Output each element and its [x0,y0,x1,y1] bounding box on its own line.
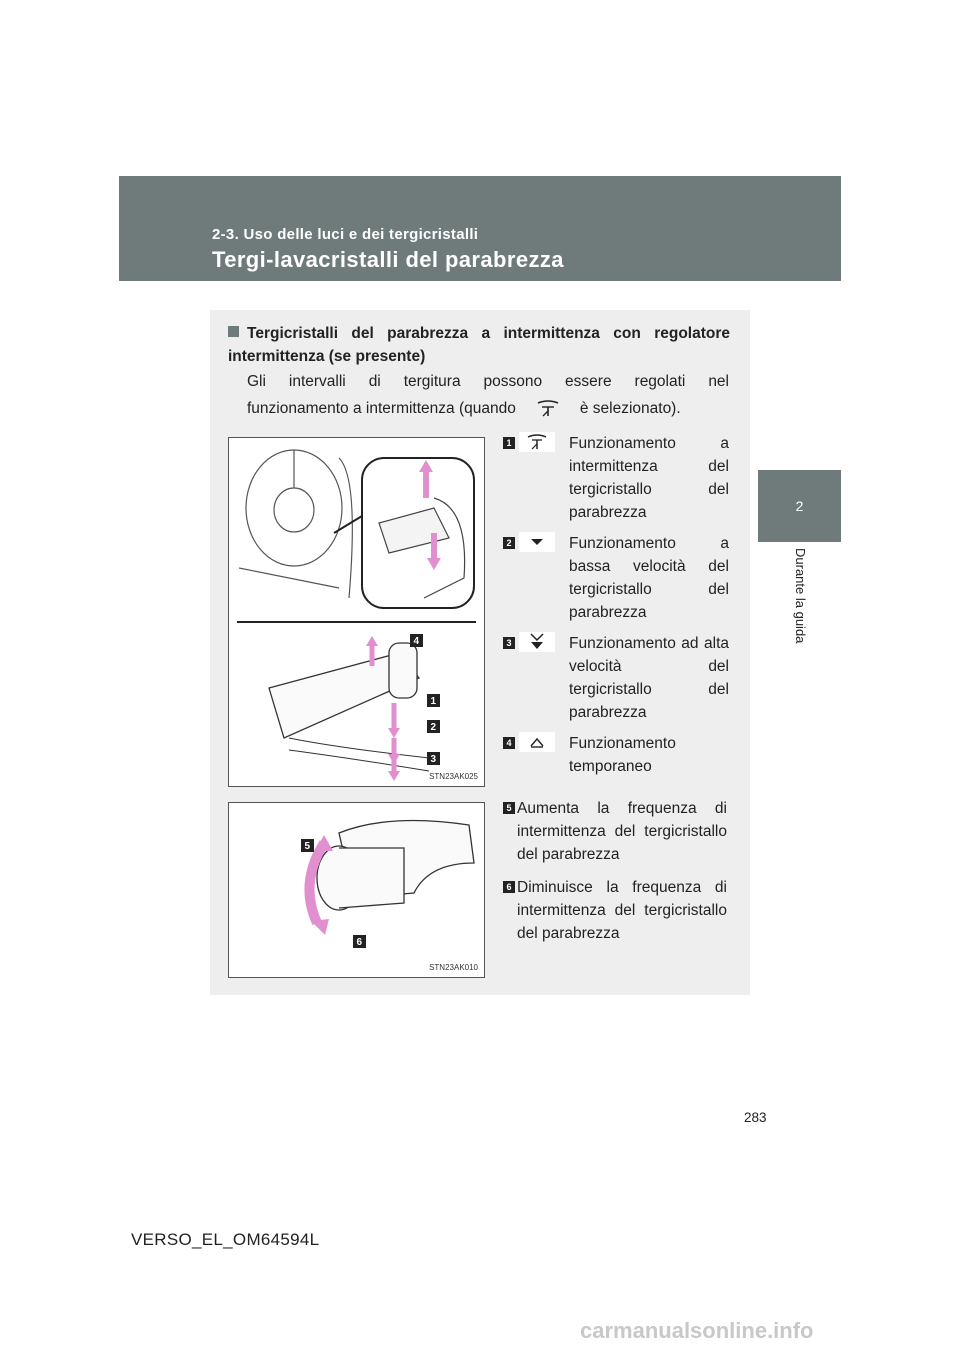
callout-4: 4 [413,636,420,647]
wiper-lever-illustration [229,438,484,786]
item-number-badge: 2 [503,537,515,549]
chapter-label: Durante la guida [793,548,808,644]
section-title: 2-3. Uso delle luci e dei tergicristalli [212,226,479,243]
item-text: Funzionamento a intermittenza del tergicristallo del parabrezza [569,435,729,521]
square-bullet-icon [228,326,239,337]
intro-paragraph [247,368,729,422]
temporary-mist-icon [519,732,555,752]
frequency-adjust-list [503,797,729,955]
watermark-url[interactable]: carmanualsonline.info [580,1318,814,1343]
intro-line-1: Gli intervalli di tergitura possono essere regolati nel [247,373,729,390]
intro-line-2 [247,395,729,422]
chapter-number: 2 [795,498,804,514]
intro-text-a: funzionamento a intermittenza (quando [247,400,516,417]
low-speed-arrow-icon [519,532,555,552]
chapter-label-container [760,548,840,666]
chapter-header [119,176,841,281]
wiper-frequency-figure [228,802,485,978]
list-item [503,532,729,624]
intermittent-wiper-icon [519,432,555,452]
list-item [503,732,729,778]
callout-1: 1 [430,696,437,707]
item-text: Diminuisce la frequenza di intermittenza del tergicristallo del parabrezza [517,879,727,942]
wiper-lever-figure [228,437,485,787]
list-item [503,797,729,866]
intermittent-wiper-icon [530,398,566,420]
intro-text-b: è selezionato). [579,400,681,417]
list-item [503,632,729,724]
item-text: Funzionamento a bassa velocità del tergicristallo del parabrezza [569,535,729,621]
item-number-badge: 1 [503,437,515,449]
chapter-tab[interactable] [758,470,841,542]
page-number: 283 [744,1110,767,1125]
wiper-modes-list [503,432,729,786]
page-title: Tergi-lavacristalli del parabrezza [212,247,564,272]
callout-3: 3 [430,754,437,765]
content-panel [210,310,750,995]
item-number-badge: 3 [503,637,515,649]
figure-code: STN23AK025 [429,772,478,781]
item-number-badge: 5 [503,802,515,814]
wiper-dial-illustration [229,803,484,977]
high-speed-double-arrow-icon [519,632,555,652]
item-number-badge: 4 [503,737,515,749]
item-text: Aumenta la frequenza di intermittenza del tergicristallo del parabrezza [517,800,727,863]
subsection-heading [228,322,730,368]
callout-2: 2 [430,722,437,733]
heading-text: Tergicristalli del parabrezza a intermittenza con regolatore intermittenza (se presente) [228,325,730,365]
document-code: VERSO_EL_OM64594L [131,1230,320,1249]
list-item [503,876,729,945]
figure-code: STN23AK010 [429,963,478,972]
item-text: Funzionamento temporaneo [569,735,676,775]
callout-5: 5 [304,841,311,852]
callout-6: 6 [356,937,363,948]
list-item [503,432,729,524]
item-text: Funzionamento ad alta velocità del tergicristallo del parabrezza [569,635,729,721]
item-number-badge: 6 [503,881,515,893]
